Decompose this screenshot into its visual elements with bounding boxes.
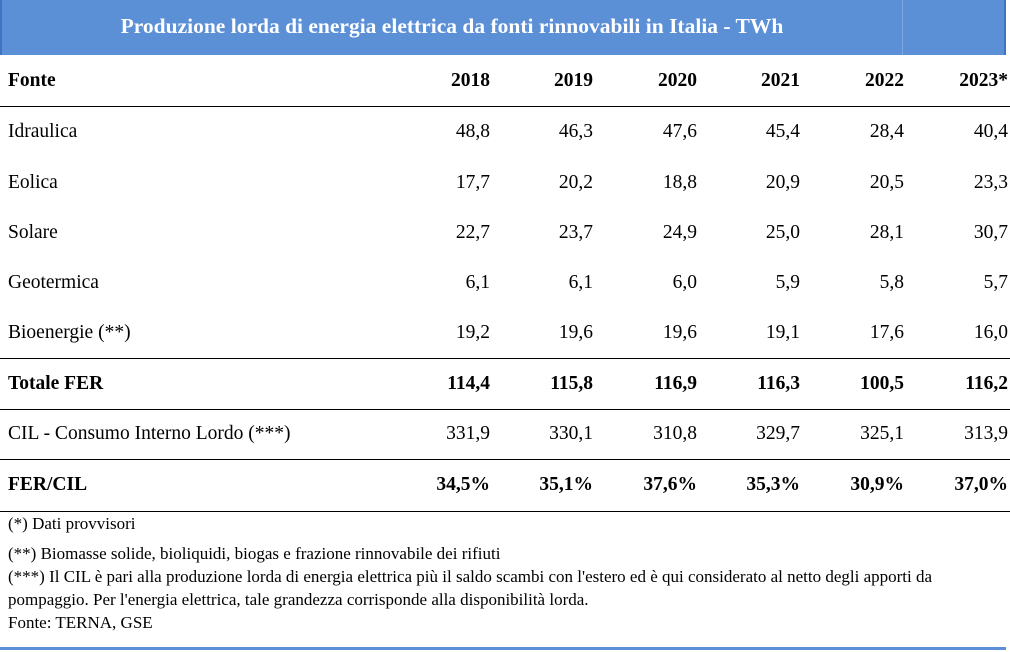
ratio-value: 34,5% [436, 474, 490, 495]
footnote-cil: (***) Il CIL è pari alla produzione lorda di energia elettrica più il saldo scambi con l'estero ed è qui considerato al netto degli apporti da pompaggio. Per l'energia elettrica, tale grandezza corrisponde alla disponibilità lorda. [8, 567, 933, 609]
ratio-value: 37,0% [954, 474, 1008, 495]
header-year: 2021 [761, 69, 800, 91]
cell-value: 17,6 [869, 321, 904, 343]
total-value: 116,9 [654, 372, 697, 394]
cell-value: 18,8 [662, 172, 697, 193]
ratio-value: 35,3% [746, 474, 800, 495]
bottom-border [0, 647, 1006, 650]
table-row [0, 106, 1010, 158]
row-label: Geotermica [8, 272, 99, 293]
cil-value: 313,9 [964, 423, 1008, 444]
cell-value: 47,6 [662, 121, 697, 143]
cil-value: 331,9 [446, 423, 490, 444]
ratio-value: 30,9% [850, 474, 904, 495]
cell-value: 48,8 [455, 121, 490, 143]
total-value: 116,3 [757, 372, 800, 394]
cell-value: 46,3 [558, 121, 593, 143]
cell-value: 30,7 [973, 222, 1008, 243]
cil-row [0, 409, 1010, 459]
cell-value: 19,2 [455, 321, 490, 343]
cell-value: 17,7 [455, 172, 490, 193]
cell-value: 23,7 [558, 222, 593, 243]
row-label: Idraulica [8, 121, 78, 143]
cell-value: 16,0 [973, 321, 1008, 343]
table-row [0, 158, 1010, 208]
cil-value: 310,8 [653, 423, 697, 444]
cell-value: 19,6 [558, 321, 593, 343]
cil-value: 325,1 [860, 423, 904, 444]
ratio-row [0, 459, 1010, 511]
ratio-value: 35,1% [539, 474, 593, 495]
total-value: 100,5 [860, 372, 904, 394]
footnotes [8, 512, 998, 634]
total-value: 114,4 [447, 372, 490, 394]
table-row [0, 308, 1010, 358]
cell-value: 5,9 [775, 272, 800, 293]
cell-value: 25,0 [765, 222, 800, 243]
row-label: Solare [8, 222, 58, 243]
cell-value: 28,4 [869, 121, 904, 143]
title-bar [0, 0, 1006, 55]
row-label: Bioenergie (**) [8, 321, 131, 343]
cell-value: 5,8 [879, 272, 904, 293]
cell-value: 20,5 [869, 172, 904, 193]
cell-value: 24,9 [662, 222, 697, 243]
cell-value: 6,1 [465, 272, 490, 293]
ratio-label: FER/CIL [8, 474, 88, 495]
cell-value: 19,6 [662, 321, 697, 343]
cell-value: 6,0 [672, 272, 697, 293]
header-year: 2023* [959, 69, 1008, 91]
header-year: 2018 [451, 69, 490, 91]
table-row [0, 258, 1010, 308]
cell-value: 22,7 [455, 222, 490, 243]
header-year: 2020 [658, 69, 697, 91]
header-fonte: Fonte [8, 69, 56, 91]
cil-value: 329,7 [756, 423, 800, 444]
header-year: 2019 [554, 69, 593, 91]
cell-value: 6,1 [568, 272, 593, 293]
cell-value: 19,1 [765, 321, 800, 343]
table-title: Produzione lorda di energia elettrica da fonti rinnovabili in Italia - TWh [120, 14, 784, 38]
total-row [0, 358, 1010, 409]
cell-value: 23,3 [973, 172, 1008, 193]
row-label: Eolica [8, 172, 58, 193]
total-value: 115,8 [550, 372, 593, 394]
footnote-provisional: (*) Dati provvisori [8, 514, 136, 533]
total-value: 116,2 [965, 372, 1008, 394]
cell-value: 28,1 [869, 222, 904, 243]
data-table [0, 56, 1010, 512]
cell-value: 45,4 [765, 121, 800, 143]
title-divider [902, 0, 903, 55]
cell-value: 20,9 [765, 172, 800, 193]
cil-label: CIL - Consumo Interno Lordo (***) [8, 423, 291, 444]
cell-value: 40,4 [973, 121, 1008, 143]
source-note: Fonte: TERNA, GSE [8, 613, 153, 632]
ratio-value: 37,6% [643, 474, 697, 495]
total-label: Totale FER [8, 372, 104, 394]
cil-value: 330,1 [549, 423, 593, 444]
header-year: 2022 [865, 69, 904, 91]
footnote-bioenergy: (**) Biomasse solide, bioliquidi, biogas e frazione rinnovabile dei rifiuti [8, 544, 501, 563]
header-row [0, 56, 1010, 106]
cell-value: 20,2 [558, 172, 593, 193]
table-row [0, 208, 1010, 258]
cell-value: 5,7 [983, 272, 1008, 293]
